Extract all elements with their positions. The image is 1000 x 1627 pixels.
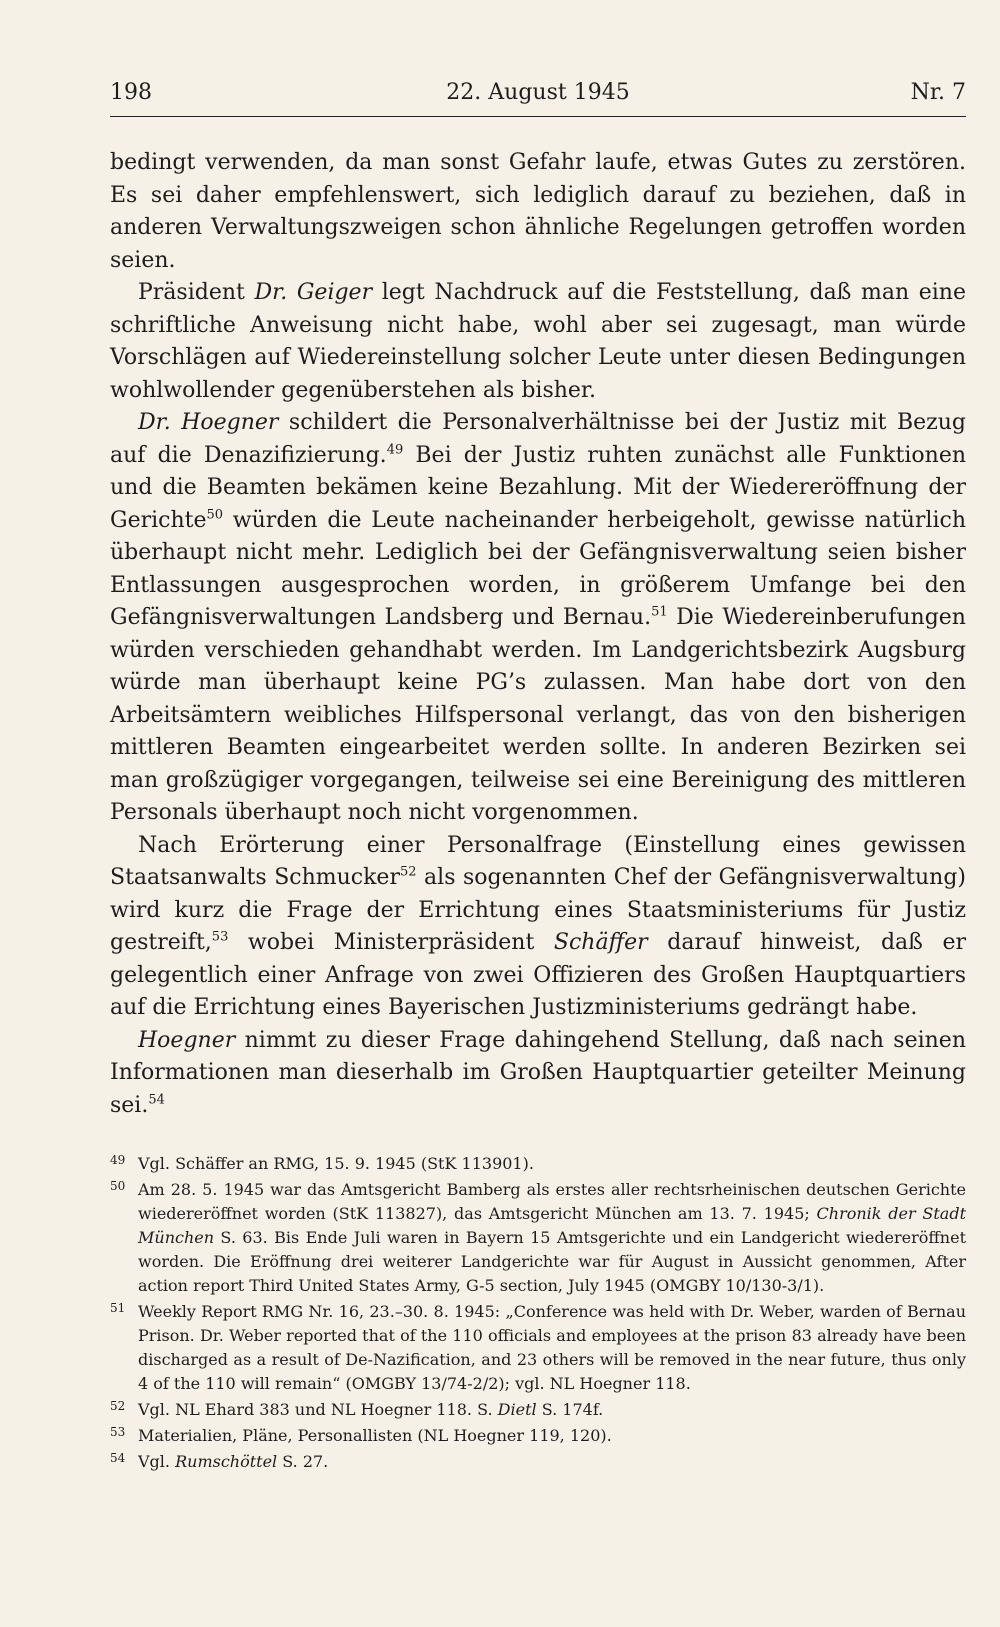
text-run: bedingt verwenden, da man sonst Gefahr laufe, etwas Gutes zu zerstören. Es sei daher empfehlenswert, sich lediglich darauf zu beziehen, daß in anderen Verwaltungszweigen schon ähnliche Regelungen getroffen worden seien. xyxy=(110,150,966,273)
paragraph xyxy=(110,1025,966,1123)
paragraph xyxy=(110,277,966,407)
footnote xyxy=(110,1300,966,1396)
text-run: Die Wiedereinberufungen würden verschieden gehandhabt werden. Im Landgerichtsbezirk Augsburg würde man überhaupt keine PG’s zulassen. Man habe dort von den Arbeitsämtern weibliches Hilfspersonal verlangt, das von den bisherigen mittleren Beamten eingearbeitet werden sollte. In anderen Bezirken sei man großzügiger vorgegangen, teilweise sei eine Bereinigung des mittleren Personals überhaupt noch nicht vorgenommen. xyxy=(110,605,966,825)
paragraph xyxy=(110,830,966,1025)
text-run: als sogenannten Chef der Gefängnisverwaltung) wird kurz die Frage der Errichtung eines Staatsministeriums für Justiz gestreift, xyxy=(110,865,967,955)
text-run: würden die Leute nacheinander herbeigeholt, gewisse natürlich überhaupt nicht mehr. Lediglich bei der Gefängnisverwaltung seien bisher Entlassungen ausgesprochen worden, in größerem Umfange bei den Gefängnisverwaltungen Landsberg und Bernau. xyxy=(110,507,966,630)
footnote-ref: 53 xyxy=(211,929,229,945)
italic-text: Dietl xyxy=(497,1400,537,1419)
text-run: Weekly Report RMG Nr. 16, 23.–30. 8. 1945: „Conference was held with Dr. Weber, warden of Bernau Prison. Dr. Weber reported that of the 110 officials and employees at the prison 83 already have been discharged as a result of De-Nazification, and 23 others will be removed in the near future, thus only 4 of the 110 will remain“ (OMGBY 13/74-2/2); vgl. NL Hoegner 118. xyxy=(138,1302,966,1393)
footnote-number: 49 xyxy=(110,1153,126,1167)
page-number: 198 xyxy=(110,80,152,105)
text-run: Bei der Justiz ruhten zunächst alle Funktionen und die Beamten bekämen keine Bezahlung. Mit der Wiedereröffnung der Gerichte xyxy=(110,442,967,533)
text-run: Materialien, Pläne, Personallisten (NL Hoegner 119, 120). xyxy=(138,1426,612,1445)
footnote xyxy=(110,1152,966,1176)
text-run: Am 28. 5. 1945 war das Amtsgericht Bamberg als erstes aller rechtsrheinischen deutschen Gerichte wiedereröffnet worden (StK 113827), das Amtsgericht München am 13. 7. 1945; xyxy=(138,1180,966,1223)
text-run: nimmt zu dieser Frage dahingehend Stellung, daß nach seinen Informationen man dieserhalb im Großen Hauptquartier geteilter Meinung sei. xyxy=(110,1027,966,1118)
text-run: S. 63. Bis Ende Juli waren in Bayern 15 Amtsgerichte und ein Landgericht wiedereröffnet worden. Die Eröffnung drei weiterer Landgerichte war für August in Aussicht genommen, After action report Third United States Army, G-5 section, July 1945 (OMGBY 10/130-3/1). xyxy=(138,1228,966,1295)
footnote-ref: 50 xyxy=(206,507,224,523)
footnote-ref: 51 xyxy=(651,604,668,620)
footnote xyxy=(110,1424,966,1448)
header-date: 22. August 1945 xyxy=(446,80,630,105)
text-run: schildert die Personalverhältnisse bei der Justiz mit Bezug auf die Denazifizierung. xyxy=(110,410,966,468)
text-run: Nach Erörterung einer Personalfrage (Einstellung eines gewissen Staatsanwalts Schmucker xyxy=(110,832,966,890)
text-run: Vgl. xyxy=(138,1452,176,1471)
issue-number: Nr. 7 xyxy=(910,80,966,105)
footnote-ref: 52 xyxy=(399,864,417,880)
italic-text: Hoegner xyxy=(138,1027,236,1053)
text-run: Präsident xyxy=(138,280,255,305)
text-run: Vgl. NL Ehard 383 und NL Hoegner 118. S. xyxy=(138,1400,498,1419)
italic-text: Dr. Hoegner xyxy=(138,410,279,435)
italic-text: Dr. Geiger xyxy=(254,280,373,305)
footnote xyxy=(110,1450,966,1474)
footnote-number: 54 xyxy=(110,1451,126,1465)
footnote xyxy=(110,1178,966,1298)
text-run: S. 27. xyxy=(277,1452,329,1471)
italic-text: Schäffer xyxy=(553,930,648,955)
footnote-number: 51 xyxy=(110,1301,126,1315)
text-run: darauf hinweist, daß er gelegentlich einer Anfrage von zwei Offizieren des Großen Hauptquartiers auf die Errichtung eines Bayerischen Justizministeriums gedrängt habe. xyxy=(110,930,966,1020)
text-run: wobei Ministerpräsident xyxy=(228,930,554,955)
text-run: Vgl. Schäffer an RMG, 15. 9. 1945 (StK 113901). xyxy=(138,1154,534,1173)
footnote-number: 53 xyxy=(110,1425,126,1439)
body-text xyxy=(110,147,966,1122)
footnotes xyxy=(110,1152,966,1474)
paragraph xyxy=(110,407,966,830)
italic-text: Chronik der Stadt München xyxy=(138,1204,966,1247)
footnote-ref: 49 xyxy=(386,442,404,458)
page xyxy=(110,80,966,1476)
italic-text: Rumschöttel xyxy=(175,1452,278,1471)
text-run: legt Nachdruck auf die Feststellung, daß man eine schriftliche Anweisung nicht habe, wohl aber sei zugesagt, man würde Vorschlägen auf Wiedereinstellung solcher Leute unter diesen Bedingungen wohlwollender gegenüberstehen als bisher. xyxy=(110,280,966,403)
running-header xyxy=(110,80,966,117)
paragraph xyxy=(110,147,966,277)
text-run: S. 174f. xyxy=(536,1400,604,1419)
footnote xyxy=(110,1398,966,1422)
footnote-ref: 54 xyxy=(148,1092,165,1108)
footnote-number: 50 xyxy=(110,1179,126,1193)
footnote-number: 52 xyxy=(110,1399,126,1413)
